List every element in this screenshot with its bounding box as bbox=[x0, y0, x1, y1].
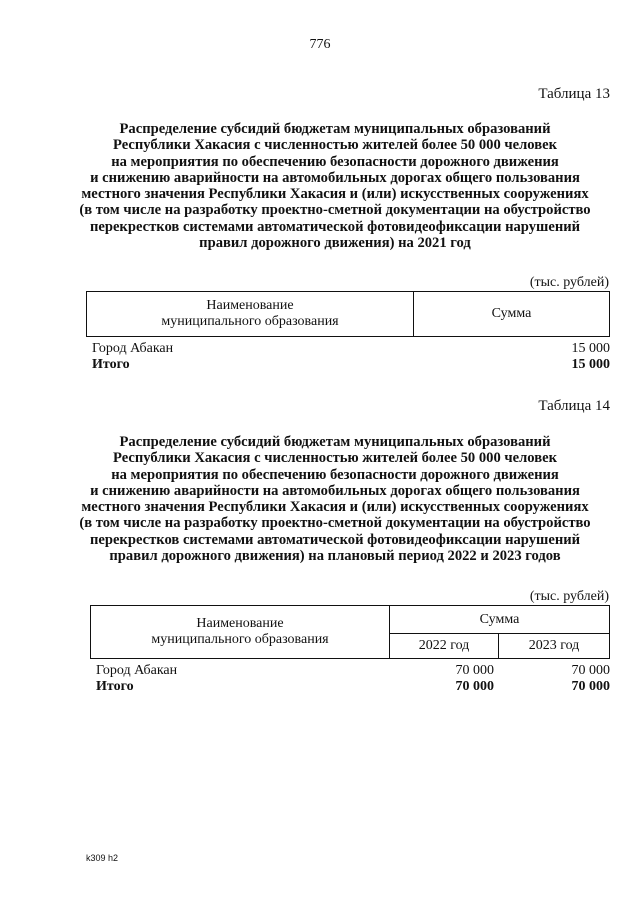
total-label: Итого bbox=[96, 679, 134, 694]
column-header-sum: Сумма bbox=[491, 306, 532, 321]
heading-line: местного значения Республики Хакасия и (или) искусственных сооружениях bbox=[81, 186, 589, 203]
heading-line: на мероприятия по обеспечению безопасности дорожного движения bbox=[111, 466, 559, 483]
table-14-heading bbox=[60, 434, 610, 564]
heading-line: Республики Хакасия с численностью жителей более 50 000 человек bbox=[112, 450, 558, 467]
heading-line: на мероприятия по обеспечению безопасности дорожного движения bbox=[111, 153, 559, 170]
table-row bbox=[96, 662, 610, 679]
table-total-row bbox=[96, 678, 610, 695]
heading-line: и снижению аварийности на автомобильных дорогах общего пользования bbox=[90, 169, 580, 186]
table-row bbox=[92, 340, 610, 357]
row-value-2023: 70 000 bbox=[571, 663, 610, 678]
heading-line: местного значения Республики Хакасия и (или) искусственных сооружениях bbox=[81, 499, 589, 516]
table-14-units: (тыс. рублей) bbox=[529, 589, 609, 604]
footer-code: k309 h2 bbox=[86, 853, 119, 863]
row-name: Город Абакан bbox=[92, 341, 174, 356]
table-total-row bbox=[92, 356, 610, 373]
column-header-name: Наименование муниципального образования bbox=[151, 616, 329, 647]
table-13-label: Таблица 13 bbox=[538, 86, 610, 102]
total-value-2022: 70 000 bbox=[455, 679, 494, 694]
column-header-2023: 2023 год bbox=[528, 638, 580, 653]
heading-line: Распределение субсидий бюджетам муниципальных образований bbox=[119, 434, 551, 450]
column-header-name: Наименование муниципального образования bbox=[161, 298, 339, 329]
heading-line: (в том числе на разработку проектно-сметной документации на обустройство bbox=[79, 202, 591, 219]
total-value-2023: 70 000 bbox=[571, 679, 610, 694]
heading-line: Республики Хакасия с численностью жителей более 50 000 человек bbox=[112, 137, 558, 154]
heading-line: правил дорожного движения) на плановый период 2022 и 2023 годов bbox=[109, 548, 561, 565]
table-14-header bbox=[90, 605, 610, 659]
row-name: Город Абакан bbox=[96, 663, 178, 678]
heading-line: Распределение субсидий бюджетам муниципальных образований bbox=[119, 121, 551, 137]
table-13-units: (тыс. рублей) bbox=[529, 275, 609, 290]
table-13-header bbox=[86, 291, 610, 337]
column-header-2022: 2022 год bbox=[418, 638, 470, 653]
heading-line: (в том числе на разработку проектно-сметной документации на обустройство bbox=[79, 515, 591, 532]
heading-line: правил дорожного движения) на 2021 год bbox=[199, 235, 471, 252]
heading-line: перекрестков системами автоматической фотовидеофиксации нарушений bbox=[89, 531, 581, 548]
heading-line: и снижению аварийности на автомобильных дорогах общего пользования bbox=[90, 482, 580, 499]
total-label: Итого bbox=[92, 357, 130, 372]
heading-line: перекрестков системами автоматической фотовидеофиксации нарушений bbox=[89, 218, 581, 235]
row-value-2022: 70 000 bbox=[455, 663, 494, 678]
column-header-sum: Сумма bbox=[479, 611, 520, 627]
total-sum: 15 000 bbox=[571, 357, 610, 372]
table-13-heading bbox=[60, 121, 610, 251]
table-14-label: Таблица 14 bbox=[538, 398, 610, 414]
row-sum: 15 000 bbox=[571, 341, 610, 356]
page-number: 776 bbox=[309, 37, 331, 52]
